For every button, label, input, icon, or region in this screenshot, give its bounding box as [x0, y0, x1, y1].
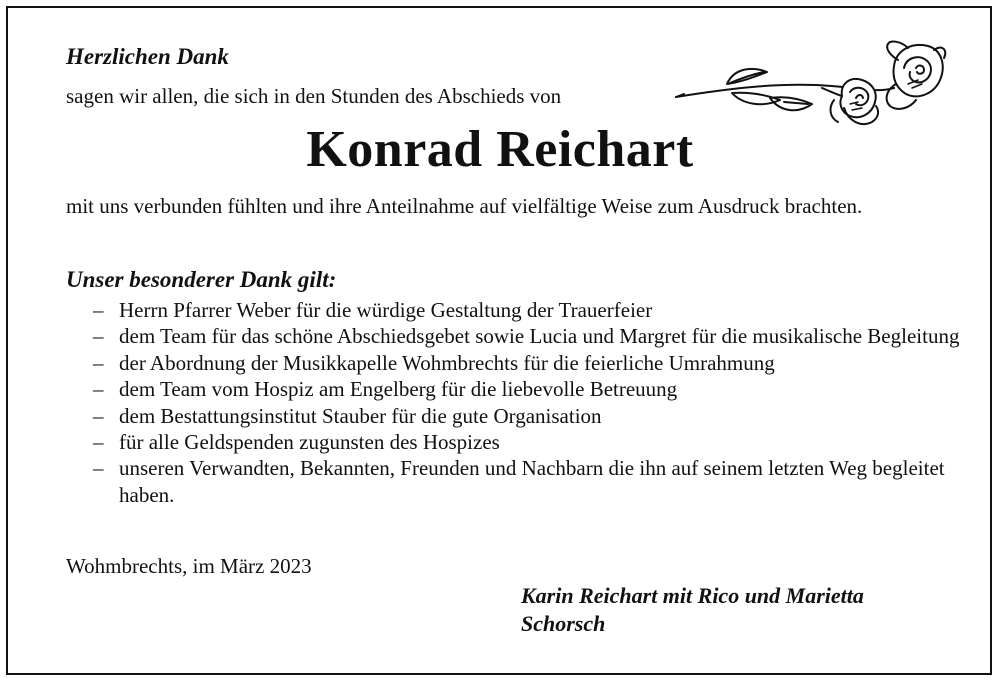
list-item: [93, 350, 973, 376]
heading: Herzlichen Dank: [66, 44, 229, 69]
list-item-text: dem Team vom Hospiz am Engelberg für die liebevolle Betreuung: [119, 377, 678, 402]
dash-bullet: –: [93, 377, 104, 402]
list-item: [93, 455, 973, 508]
list-item-text: der Abordnung der Musikkapelle Wohmbrechts für die feierliche Umrahmung: [119, 350, 775, 375]
list-item-text: dem Team für das schöne Abschiedsgebet sowie Lucia und Margret für die musikalische Begleitung: [119, 324, 960, 349]
intro-text: sagen wir allen, die sich in den Stunden des Abschieds von: [66, 84, 562, 108]
thanks-paragraph: mit uns verbunden fühlten und ihre Anteilnahme auf vielfältige Weise zum Ausdruck brachten.: [66, 194, 863, 218]
list-item-text: dem Bestattungsinstitut Stauber für die gute Organisation: [119, 403, 602, 428]
dash-bullet: –: [93, 324, 104, 349]
list-item: [93, 429, 973, 455]
list-item-text: Herrn Pfarrer Weber für die würdige Gestaltung der Trauerfeier: [119, 298, 653, 322]
list-item: [93, 403, 973, 429]
dash-bullet: –: [93, 403, 104, 428]
deceased-name: Konrad Reichart: [306, 121, 694, 178]
list-item-text: unseren Verwandten, Bekannten, Freunden und Nachbarn die ihn auf seinem letzten Weg begleitet haben.: [119, 456, 945, 507]
special-thanks-heading: Unser besonderer Dank gilt:: [66, 267, 337, 292]
dash-bullet: –: [93, 456, 104, 481]
place-date: Wohmbrechts, im März 2023: [66, 554, 312, 578]
thanks-list: [93, 297, 973, 508]
dash-bullet: –: [93, 430, 104, 455]
signature: Karin Reichart mit Rico und Marietta Schorsch: [521, 583, 864, 636]
list-item-text: für alle Geldspenden zugunsten des Hospizes: [119, 430, 500, 455]
list-item: [93, 297, 973, 323]
list-item: [93, 376, 973, 402]
dash-bullet: –: [93, 298, 104, 322]
dash-bullet: –: [93, 350, 104, 375]
list-item: [93, 323, 973, 349]
